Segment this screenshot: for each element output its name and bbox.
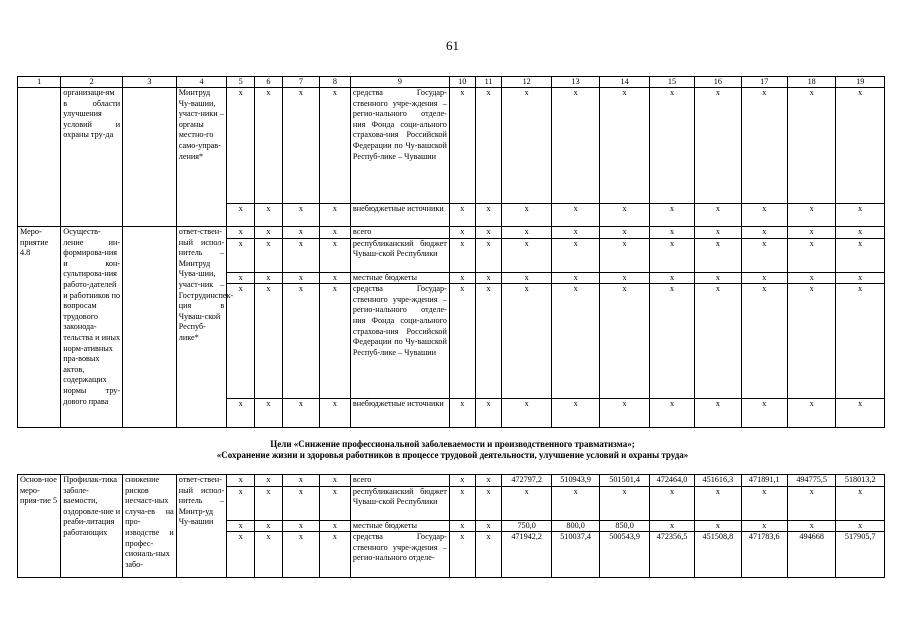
cell-x: x (649, 204, 694, 227)
cell-x: x (255, 475, 283, 487)
funding-source: внебюджетные источники (350, 204, 449, 227)
funding-source: местные бюджеты (350, 520, 449, 532)
cell-x: x (551, 88, 599, 204)
cell-x: x (649, 238, 694, 272)
responsible-executor: ответ-ствен-ный испол-нитель – Минтруд Чува-шии, участ-ник – Гострудинспек-ция в Чуваш-ской Респуб-лике* (176, 227, 227, 428)
column-header: 16 (695, 77, 741, 88)
column-header: 11 (475, 77, 502, 88)
cell-x: x (787, 486, 835, 520)
cell-x: x (475, 238, 502, 272)
cell-x: x (600, 399, 649, 428)
cell-x: x (449, 475, 475, 487)
cell-x: x (741, 486, 787, 520)
cell-x: x (836, 238, 885, 272)
cell-x: x (741, 204, 787, 227)
cell-x: x (255, 204, 283, 227)
cell-x: x (227, 272, 255, 284)
cell-x: x (502, 486, 551, 520)
funding-source: всего (350, 475, 449, 487)
cell-x: x (649, 88, 694, 204)
cell-x: x (227, 520, 255, 532)
cell-x: x (741, 227, 787, 239)
activity-description: Профилак-тика заболе-ваемости, оздоровле-ние и реаби-литация работающих (61, 475, 123, 578)
cell-x: x (787, 238, 835, 272)
funding-source: местные бюджеты (350, 272, 449, 284)
value-cell: 518013,2 (836, 475, 885, 487)
cell-x: x (695, 272, 741, 284)
cell-x: x (600, 204, 649, 227)
cell-x: x (551, 227, 599, 239)
funding-source: республиканский бюджет Чуваш-ской Республики (350, 486, 449, 520)
cell-x: x (227, 227, 255, 239)
value-cell: 510943,9 (551, 475, 599, 487)
column-header: 1 (18, 77, 61, 88)
table-row (18, 227, 885, 239)
cell-x: x (449, 486, 475, 520)
cell-x: x (836, 272, 885, 284)
value-cell: 517905,7 (836, 532, 885, 578)
cell-x: x (255, 272, 283, 284)
cell-x: x (741, 399, 787, 428)
cell-x: x (600, 284, 649, 399)
table-row (18, 475, 885, 487)
cell-x: x (475, 532, 502, 578)
value-cell: 451508,8 (695, 532, 741, 578)
cell-x: x (282, 272, 319, 284)
cell-x: x (741, 238, 787, 272)
cell-x: x (320, 399, 351, 428)
budget-table-top (17, 76, 885, 428)
cell-x: x (282, 284, 319, 399)
cell-x: x (475, 272, 502, 284)
cell-x: x (787, 88, 835, 204)
cell-x: x (551, 284, 599, 399)
activity-description: организаци-ям в области улучшения условий и охраны тру-да (61, 88, 123, 227)
goal-line-1: Цели «Снижение профессиональной заболеваемости и производственного травматизма»; (270, 439, 635, 449)
cell-x: x (475, 284, 502, 399)
column-header: 12 (502, 77, 551, 88)
cell-x: x (502, 284, 551, 399)
cell-x: x (449, 284, 475, 399)
cell-x: x (600, 272, 649, 284)
cell-x: x (282, 486, 319, 520)
value-cell: x (836, 520, 885, 532)
cell-x: x (551, 272, 599, 284)
funding-source: средства Государ-ственного учре-ждения – регио-нального отделе-ния Фонда соци-ального страхова-ния Российской Федерации по Чу-вашской Респуб-лике – Чувашии (350, 284, 449, 399)
cell-x: x (649, 486, 694, 520)
cell-x: x (787, 227, 835, 239)
activity-number: Меро-приятие 4.8 (18, 227, 61, 428)
cell-x: x (649, 284, 694, 399)
cell-x: x (502, 399, 551, 428)
cell-x: x (320, 486, 351, 520)
cell-x: x (600, 88, 649, 204)
cell-x: x (227, 238, 255, 272)
cell-x: x (475, 520, 502, 532)
column-header: 10 (449, 77, 475, 88)
column-header: 2 (61, 77, 123, 88)
cell-empty (123, 88, 177, 227)
cell-x: x (320, 284, 351, 399)
budget-table-bottom (17, 474, 885, 578)
cell-x: x (787, 399, 835, 428)
responsible-executor: Минтруд Чу-вашии, участ-ники – органы местно-го само-управ-ления* (176, 88, 227, 227)
cell-x: x (600, 227, 649, 239)
value-cell: 500543,9 (600, 532, 649, 578)
cell-x: x (227, 399, 255, 428)
value-cell: 451616,3 (695, 475, 741, 487)
cell-x: x (255, 88, 283, 204)
cell-x: x (320, 88, 351, 204)
cell-x: x (227, 532, 255, 578)
cell-x: x (836, 204, 885, 227)
cell-x: x (255, 238, 283, 272)
cell-x: x (255, 227, 283, 239)
column-header: 19 (836, 77, 885, 88)
cell-x: x (282, 475, 319, 487)
cell-x: x (787, 284, 835, 399)
value-cell: x (649, 520, 694, 532)
cell-x: x (255, 486, 283, 520)
activity-description: Осуществ-ление ин-формирова-ния и кон-сультирова-ния работо-дателей и работников по вопросам трудового законода-тельства и иных норм-ативных пра-вовых актов, содержащих нормы тру-дового права (61, 227, 123, 428)
value-cell: x (787, 520, 835, 532)
funding-source: средства Государ-ственного учре-ждения – регио-нального отделе-ния Фонда соци-ального страхова-ния Российской Федерации по Чу-вашской Респуб-лике – Чувашии (350, 88, 449, 204)
cell-x: x (502, 88, 551, 204)
cell-x: x (695, 284, 741, 399)
cell-x: x (741, 284, 787, 399)
goal-heading (150, 439, 755, 461)
cell-x: x (282, 227, 319, 239)
column-header: 18 (787, 77, 835, 88)
cell-x: x (695, 204, 741, 227)
cell-x: x (227, 284, 255, 399)
table-row (18, 88, 885, 204)
cell-x: x (695, 88, 741, 204)
cell-x: x (282, 520, 319, 532)
column-header: 8 (320, 77, 351, 88)
cell-x: x (449, 227, 475, 239)
cell-x: x (255, 532, 283, 578)
cell-x: x (320, 272, 351, 284)
cell-x: x (227, 475, 255, 487)
value-cell: 494668 (787, 532, 835, 578)
value-cell: 472464,0 (649, 475, 694, 487)
value-cell: x (695, 520, 741, 532)
cell-x: x (741, 88, 787, 204)
column-header: 17 (741, 77, 787, 88)
cell-x: x (836, 399, 885, 428)
cell-x: x (227, 204, 255, 227)
cell-x: x (600, 486, 649, 520)
cell-x: x (282, 204, 319, 227)
cell-x: x (695, 238, 741, 272)
funding-source: республиканский бюджет Чуваш-ской Республики (350, 238, 449, 272)
cell-x: x (649, 227, 694, 239)
cell-x: x (475, 204, 502, 227)
cell-x: x (449, 272, 475, 284)
cell-x: x (695, 486, 741, 520)
funding-source: средства Государ-ственного учре-ждения – регио-нального отделе- (350, 532, 449, 578)
column-header: 3 (123, 77, 177, 88)
cell-x: x (227, 88, 255, 204)
cell-x: x (475, 486, 502, 520)
cell-x: x (836, 486, 885, 520)
value-cell: 510037,4 (551, 532, 599, 578)
cell-x: x (282, 532, 319, 578)
cell-x: x (320, 520, 351, 532)
value-cell: 850,0 (600, 520, 649, 532)
cell-x: x (320, 475, 351, 487)
column-header: 4 (176, 77, 227, 88)
cell-x: x (502, 238, 551, 272)
column-header: 13 (551, 77, 599, 88)
cell-x: x (282, 88, 319, 204)
cell-x: x (741, 272, 787, 284)
funding-source: внебюджетные источники (350, 399, 449, 428)
cell-x: x (836, 227, 885, 239)
value-cell: 501501,4 (600, 475, 649, 487)
cell-empty (18, 88, 61, 227)
column-header: 14 (600, 77, 649, 88)
cell-x: x (449, 520, 475, 532)
cell-x: x (282, 399, 319, 428)
value-cell: 472797,2 (502, 475, 551, 487)
value-cell: 471783,6 (741, 532, 787, 578)
responsible-executor: ответ-ствен-ный испол-нитель – Минтр-уд Чу-вашии (176, 475, 227, 578)
activity-number: Основ-ное меро-прия-тие 5 (18, 475, 61, 578)
cell-x: x (320, 227, 351, 239)
cell-x: x (282, 238, 319, 272)
cell-x: x (449, 204, 475, 227)
value-cell: 494775,5 (787, 475, 835, 487)
value-cell: 471891,1 (741, 475, 787, 487)
cell-x: x (255, 284, 283, 399)
cell-x: x (836, 88, 885, 204)
cell-x: x (600, 238, 649, 272)
cell-x: x (551, 399, 599, 428)
column-header: 7 (282, 77, 319, 88)
cell-x: x (320, 238, 351, 272)
cell-x: x (551, 238, 599, 272)
cell-x: x (320, 204, 351, 227)
cell-x: x (695, 227, 741, 239)
column-header: 5 (227, 77, 255, 88)
cell-x: x (449, 399, 475, 428)
value-cell: x (741, 520, 787, 532)
value-cell: 472356,5 (649, 532, 694, 578)
cell-x: x (502, 227, 551, 239)
cell-x: x (787, 204, 835, 227)
cell-x: x (551, 486, 599, 520)
goal-line-2: «Сохранение жизни и здоровья работников в процессе трудовой деятельности, улучшение условий и охраны труда» (216, 450, 689, 460)
cell-x: x (502, 204, 551, 227)
column-header: 15 (649, 77, 694, 88)
cell-x: x (836, 284, 885, 399)
cell-x: x (449, 238, 475, 272)
value-cell: 800,0 (551, 520, 599, 532)
cell-x: x (255, 520, 283, 532)
value-cell: 471942,2 (502, 532, 551, 578)
cell-x: x (475, 227, 502, 239)
cell-x: x (475, 399, 502, 428)
column-header: 6 (255, 77, 283, 88)
cell-x: x (475, 475, 502, 487)
funding-source: всего (350, 227, 449, 239)
cell-x: x (551, 204, 599, 227)
cell-x: x (475, 88, 502, 204)
column-header: 9 (350, 77, 449, 88)
cell-x: x (695, 399, 741, 428)
cell-x: x (320, 532, 351, 578)
cell-x: x (227, 486, 255, 520)
cell-x: x (449, 532, 475, 578)
cell-empty (123, 227, 177, 428)
cell-x: x (502, 272, 551, 284)
cell-x: x (255, 399, 283, 428)
expected-result: снижение рисков несчаст-ных случа-ев на про-изводстве и профес-сиональ-ных забо- (123, 475, 177, 578)
cell-x: x (787, 272, 835, 284)
cell-x: x (449, 88, 475, 204)
value-cell: 750,0 (502, 520, 551, 532)
page-number: 61 (446, 38, 459, 53)
cell-x: x (649, 399, 694, 428)
table-header-row (18, 77, 885, 88)
cell-x: x (649, 272, 694, 284)
